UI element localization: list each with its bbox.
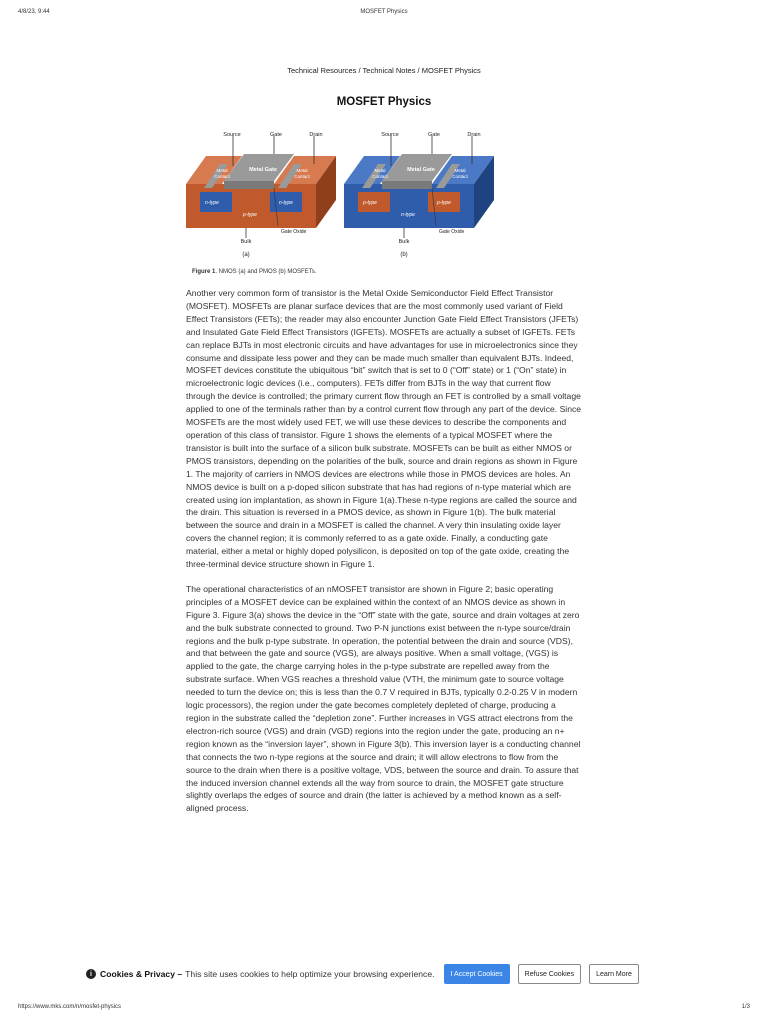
article-body (186, 287, 582, 827)
nmos-source-label: Source (223, 132, 241, 138)
nmos-n-type-source-label: n-type (205, 200, 219, 206)
pmos-gate-label: Gate (428, 132, 440, 138)
pmos-source-metal-label: Metal (374, 168, 386, 173)
print-page-title: MOSFET Physics (360, 9, 408, 15)
cookie-banner-title: Cookies & Privacy – (100, 969, 183, 979)
pmos-gate-oxide-label: Gate Oxide (439, 229, 465, 235)
cookie-banner-text: This site uses cookies to help optimize your browsing experience. (185, 969, 435, 979)
panel-b-label: (b) (400, 252, 408, 258)
nmos-n-type-drain-label: n-type (279, 200, 293, 206)
pmos-p-type-source-label: p-type (363, 200, 377, 206)
figure-caption (192, 269, 316, 275)
learn-more-button[interactable]: Learn More (589, 964, 639, 984)
refuse-cookies-button[interactable]: Refuse Cookies (518, 964, 581, 984)
figure-1-mosfet-diagram (186, 126, 506, 266)
pmos-source-label: Source (381, 132, 399, 138)
nmos-drain-label: Drain (309, 132, 323, 138)
pmos-source-contact-label: Contact (372, 174, 388, 179)
cookie-banner (82, 962, 702, 986)
pmos-drain-metal-label: Metal (454, 168, 466, 173)
print-datetime: 4/8/23, 9:44 (18, 9, 50, 15)
nmos-drain-metal-label: Metal (296, 168, 308, 173)
print-page-number: 1/3 (741, 1004, 750, 1010)
nmos-source-metal-label: Metal (216, 168, 228, 173)
pmos-bulk-label: Bulk (398, 239, 410, 245)
accept-cookies-button[interactable]: I Accept Cookies (444, 964, 510, 984)
figure-caption-text: . NMOS (a) and PMOS (b) MOSFETs. (215, 269, 317, 275)
nmos-p-type-label: p-type (243, 212, 257, 218)
nmos-gate-oxide-label: Gate Oxide (281, 229, 307, 235)
print-url: https://www.mks.com/n/mosfet-physics (18, 1004, 122, 1010)
figure-caption-label: Figure 1 (192, 269, 216, 275)
panel-a-label: (a) (242, 252, 250, 258)
paragraph-2: The operational characteristics of an nMOSFET transistor are shown in Figure 2; basic operating principles of a MOSFET device can be explained within the context of an NMOS device as shown in Figure 3. Figure 3(a) shows the device in the “Off” state with the gate, source and drain voltages at zero and the bulk substrate connected to ground. Two P-N junctions exist between the n-type source/drain regions and the bulk p-type substrate. In operation, the potential between the drain and source (VDS), and that between the gate and source (VGS), are always positive. When a small voltage, (VGS) is applied to the gate, the charge carrying holes in the p-type substrate are repelled away from the substrate surface. When VGS reaches a threshold value (VTH, the minimum gate to source voltage needed to turn the device on; this is less than the 0.7 V required in BJTs, typically 0.2-0.25 V in modern logic processors), the region under the gate becomes completely depleted of charge, producing a region in the substrate called the “depletion zone”. Further increases in VGS attract electrons from the electron-rich source (VGS) and drain (VGD) regions into the region under the gate, producing an n+ region known as the “inversion layer”, shown in Figure 3(b). This inversion layer is a conducting channel that connects the two n-type regions at the source and drain; it will allow electrons to flow from the source to the drain when there is a positive voltage, VDS, between the source and drain. To assure that the induced inversion channel extends all the way from source to drain, the MOSFET gate structure slightly overlaps the edges of source and drain (the latter is achieved by a method known as a self-aligned process. (186, 583, 581, 814)
pmos-diagram (344, 132, 494, 258)
nmos-gate-label: Gate (270, 132, 282, 138)
nmos-drain-contact-label: Contact (294, 174, 310, 179)
breadcrumb[interactable]: Technical Resources / Technical Notes / MOSFET Physics (287, 66, 481, 75)
paragraph-1: Another very common form of transistor is the Metal Oxide Semiconductor Field Effect Transistor (MOSFET). MOSFETs are planar surface devices that are the most commonly used variant of Field Effect Transistors (FETs); the reader may also encounter Junction Gate Field Effect Transistors (JFETs) and Insulated Gate Field Effect Transistors (IGFETs). MOSFETs are actually a subset of IGFETs. FETs can replace BJTs in most electronic circuits and have advantages for use in microelectronics since they consume and dissipate less power and they can be made much smaller than equivalent BJTs. Indeed, MOSFET devices constitute the ubiquitous “bit” switch that is set to 0 (“Off” state) or 1 (“On” state) in microelectronic logic devices (i.e., computers). FETs differ from BJTs in the way that current flow through the device is controlled; the primary current flow through an FET is controlled by a small voltage applied to one of the terminals rather than by a control current flow through any part of the device. Since MOSFETs are the most widely used FET, we will use these devices to describe the components and operation of this class of transistor. Figure 1 shows the elements of a typical MOSFET where the transistor is built into the surface of a silicon bulk substrate. MOSFETs can be built as either NMOS or PMOS transistors, depending on the polarities of the bulk, source and drain regions as shown in Figure 1. The majority of carriers in NMOS devices are electrons while those in PMOS devices are holes. An NMOS device is built on a p-doped silicon substrate that has had regions of n-type material which are created using ion implantation, as shown in Figure 1(a).These n-type regions are called the source and the drain. This situation is reversed in a PMOS device, as shown in Figure 1(b). The bulk material between the source and drain in a MOSFET is called the channel. A very thin insulating oxide layer covers the channel region; it is commonly referred to as a gate oxide. Finally, a conducting gate material, either a metal or highly doped polysilicon, is deposited on top of the gate oxide, creating the three-terminal device structure shown in Figure 1. (186, 288, 582, 570)
pmos-n-type-label: n-type (401, 212, 415, 218)
pmos-p-type-drain-label: p-type (437, 200, 451, 206)
nmos-diagram (186, 132, 336, 258)
page-title: MOSFET Physics (336, 96, 432, 108)
info-icon: i (86, 969, 96, 979)
nmos-source-contact-label: Contact (214, 174, 230, 179)
nmos-metal-gate-label: Metal Gate (249, 167, 277, 173)
pmos-drain-contact-label: Contact (452, 174, 468, 179)
nmos-bulk-label: Bulk (240, 239, 252, 245)
pmos-metal-gate-label: Metal Gate (407, 167, 435, 173)
pmos-drain-label: Drain (467, 132, 481, 138)
